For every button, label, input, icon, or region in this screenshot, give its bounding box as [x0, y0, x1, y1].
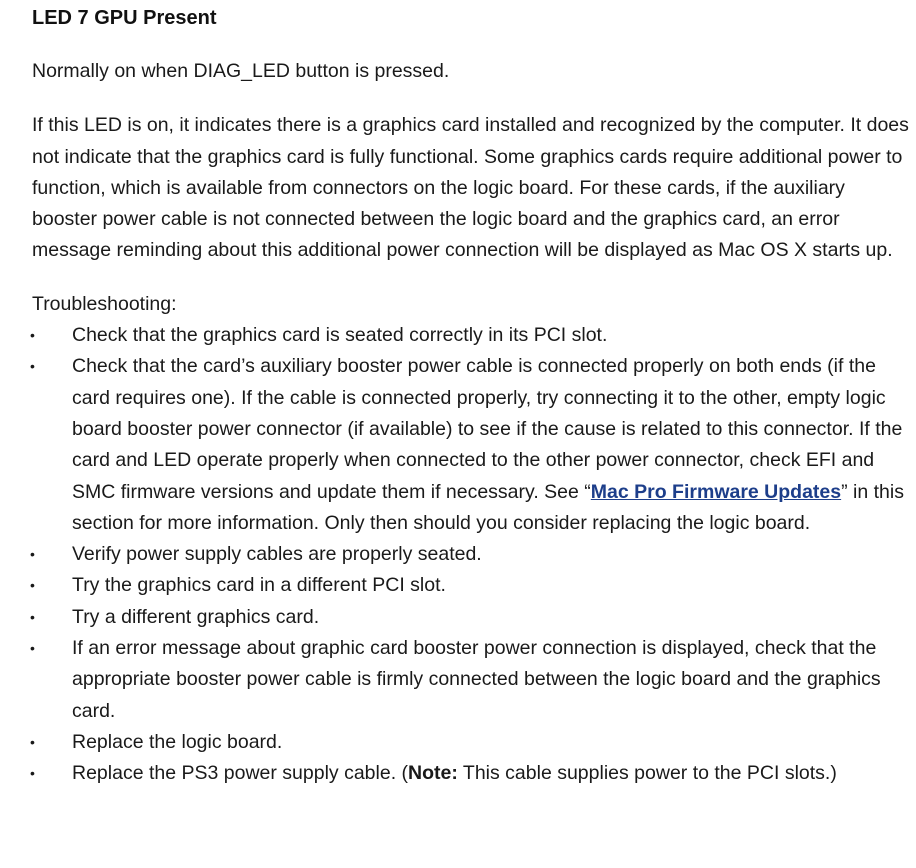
- bullet-icon: •: [30, 640, 35, 657]
- list-item-text: Check that the graphics card is seated correctly in its PCI slot.: [72, 324, 608, 347]
- bullet-icon: •: [30, 358, 35, 375]
- paragraph-led-description: If this LED is on, it indicates there is a graphics card installed and recognized by the computer. It does not indicate that the graphics card is fully functional. Some graphics cards require additional power to function, which is available from connectors on the logic board. For these cards, if the auxiliary booster power cable is not connected between the logic board and the graphics card, an error message reminding about this additional power connection will be displayed as Mac OS X starts up.: [32, 114, 909, 262]
- list-item: [32, 570, 912, 601]
- paragraph-normal-state: Normally on when DIAG_LED button is pressed.: [32, 60, 450, 82]
- list-item-text: Replace the logic board.: [72, 730, 283, 753]
- bullet-icon: •: [30, 546, 35, 563]
- list-item-text: Try a different graphics card.: [72, 605, 320, 628]
- section-heading: LED 7 GPU Present: [32, 7, 217, 29]
- firmware-updates-link[interactable]: Mac Pro Firmware Updates: [590, 480, 842, 503]
- bullet-icon: •: [30, 577, 35, 594]
- list-item: [32, 602, 912, 633]
- note-label: Note:: [408, 762, 458, 785]
- list-item: [32, 320, 912, 351]
- list-item-text: Try the graphics card in a different PCI slot.: [72, 574, 446, 597]
- list-item-text: This cable supplies power to the PCI slots.): [457, 762, 837, 785]
- troubleshooting-label: Troubleshooting:: [32, 292, 177, 315]
- bullet-icon: •: [30, 733, 35, 750]
- bullet-icon: •: [30, 608, 35, 625]
- list-item-text: ” in this section for more information. Only then should you consider replacing the logic board.: [72, 480, 904, 534]
- list-item: [32, 727, 912, 758]
- list-item-text: Check that the card’s auxiliary booster power cable is connected properly on both ends (if the card requires one). If the cable is connected properly, try connecting it to the other, empty logic board booster power connector (if available) to see if the cause is related to this connector. If the card and LED operate properly when connected to the other power connector, check EFI and SMC firmware versions and update them if necessary. See “: [72, 355, 903, 503]
- list-item: [32, 539, 912, 570]
- document-body: [32, 4, 912, 790]
- bullet-icon: •: [30, 327, 35, 344]
- list-item-text: Verify power supply cables are properly seated.: [72, 543, 482, 566]
- list-item: [32, 351, 912, 539]
- list-item-text: If an error message about graphic card booster power connection is displayed, check that the appropriate booster power cable is firmly connected between the logic board and the graphics card.: [72, 637, 881, 722]
- bullet-icon: •: [30, 765, 35, 782]
- list-item: [32, 633, 912, 727]
- troubleshooting-list: [32, 320, 912, 789]
- list-item-text: Replace the PS3 power supply cable. (: [72, 762, 409, 785]
- list-item: [32, 758, 912, 789]
